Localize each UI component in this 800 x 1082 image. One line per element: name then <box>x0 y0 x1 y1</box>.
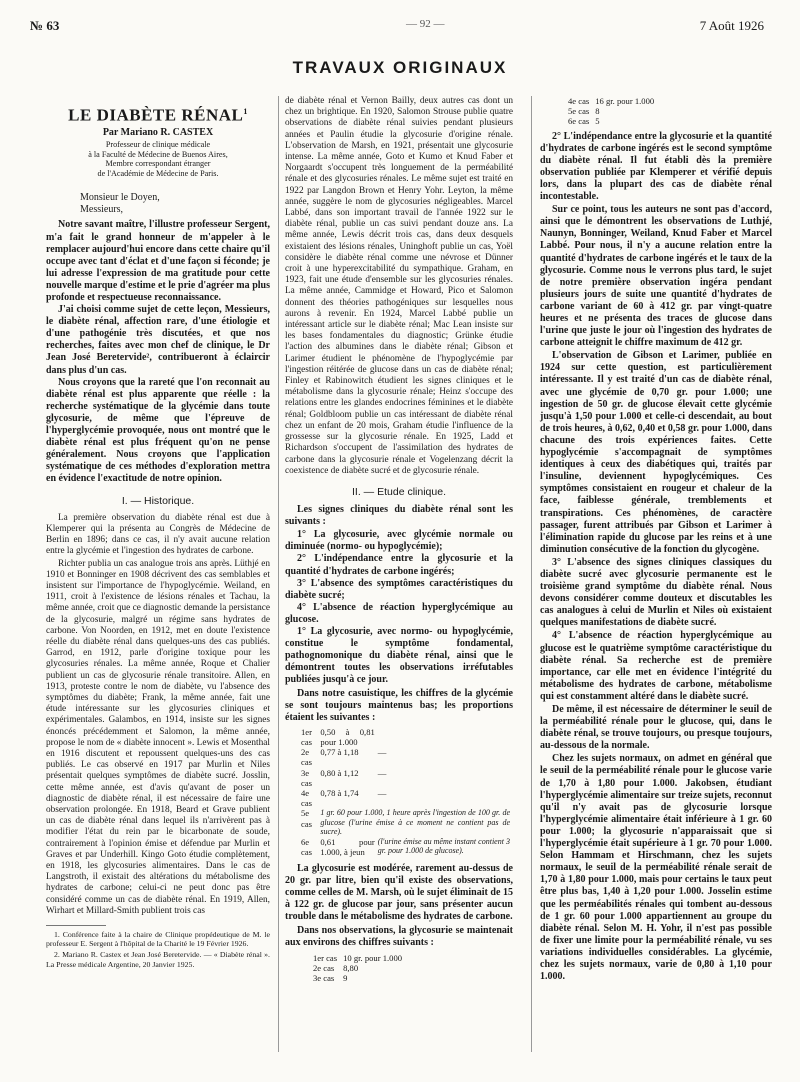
paragraph: de diabète rénal et Vernon Bailly, deux autres cas dont un chez un brightique. En 1920, Salomon Strouse publie quatre observations de diabète rénal suivies pendant plusieurs années et Paulin étudie la glycosurie d'origine rénale. L'observation de Marsh, en 1921, présentait une glycosurie intense. La même année, Goto et Kumo et Knud Faber et Norgaardt s'occupent très longuement de la perméabilité rénale et des glycosuries rénales. Le même sujet est traité en 1922 par Langdon Brown et Henry Yohr. Leyton, la même année, suggère le nom de glycosuries négligeables. Marcel Labbé, dans son important travail de l'année 1922 sur le diabète rénal, publie un cas suivi pendant douze ans. La même année, Lewis décrit trois cas, dans deux desquels existaient des lésions rénales, Uninghoft publie un cas, Yoël considère le diabète rénal comme une névrose et Dünner croit à une hyperexcitabilité du sympathique. Graham, en 1923, fait une étude d'ensemble sur les glycosuries rénales. La même année, Cammidge et Howard, Pico et Salomon donnent des théories pathogéniques sur lesquelles nous aurons à revenir. En 1924, Marcel Labbé publie un intéressant article sur le diabète rénal; Mac Lean insiste sur les bases fondamentales du diagnostic; Grünke étudie l'action des albumines dans le diabète rénal; Gibson et Larimer étudient le phénomène de l'hypoglycémie par l'ingestion réitérée de glucose dans un cas de diabète rénal; Finley et Rabinowitch étudient les signes cliniques et le métabolisme dans la glycosurie rénale; Heinz s'occupe des relations entre les glandes endocrines féminines et le diabète rénal; Goldbloom publie un cas intéressant de diabète rénal chez un enfant de 20 mois, Graham étudie l'influence de la grossesse sur la glycosurie rénale. En 1925, Ladd et Richardson s'occupent de l'assimilation des hydrates de carbone dans la glycosurie rénale et Vogelenzang décrit la coexistence de diabète sucré et de glycosurie rénale. <box>285 96 513 476</box>
table-row: 4e cas 0,78 à 1,74 — <box>301 788 387 809</box>
table-row: 5e cas 1 gr. 60 pour 1.000, 1 heure après l'ingestion de 100 gr. de glucose (l'urine émise à ce moment ne contient pas de sucre). <box>301 808 510 837</box>
list-item: 1° La glycosurie, avec glycémie normale ou diminuée (normo- ou hypoglycémie); <box>285 529 513 553</box>
column-3 <box>540 96 772 984</box>
table-row: 1er cas 0,50 à 0,81 pour 1.000 <box>301 726 375 747</box>
section-title: TRAVAUX ORIGINAUX <box>292 58 508 77</box>
table-row: 6e cas 5 <box>568 116 600 127</box>
paragraph: 3° L'absence des signes cliniques classiques du diabète sucré avec glycosurie permanente est le troisième grand symptôme du diabète rénal. Nous devons considérer comme douteux et discutables les cas analogues à celui de Murlin et Niles où existaient quelques manifestations de diabète sucré. <box>540 556 772 629</box>
introduction: Notre savant maître, l'illustre professeur Sergent, m'a fait le grand honneur de m'appeler à le remplacer aujourd'hui encore dans cette chaire qu'il occupe avec tant d'éclat et d'une façon si féconde; je lui adresse l'expression de ma gratitude pour cette nouvelle marque d'estime et le prie d'agréer ma plus profonde et respectueuse reconnaissance. J'ai choisi comme sujet de cette leçon, Messieurs, le diabète rénal, affection rare, d'une étiologie et d'une pathogénie très discutées, et que nos recherches, faites avec mon chef de clinique, le Dr Jean José Beretervide², contribueront à éclaircir dans plus d'un cas. Nous croyons que la rareté que l'on reconnait au diabète rénal est plus apparente que réelle : la recherche systématique de la glycémie dans toute glycosurie, de même que l'épreuve de l'hyperglycémie provoquée, nous ont montré que le diabète rénal est plus fréquent qu'on ne pense généralement. Nous croyons que l'application systématique de ces méthodes d'exploration mettra en évidence l'exactitude de notre opinion. <box>46 219 270 485</box>
table-row: 3e cas 0,80 à 1,12 — <box>301 767 387 788</box>
column-divider <box>531 96 532 1052</box>
paragraph: L'observation de Gibson et Larimer, publiée en 1924 sur cette question, est particulièrement intéressante. Il y est traité d'un cas de diabète rénal, avec une glycémie de 0,70 gr. pour 1.000; une ingestion de 50 gr. de glucose élevait cette glycémie jusqu'à 1,50 pour 1.000 et celle-ci descendait, au bout de trois heures, à 0,62, 0,40 et 0,58 gr. pour 1.000, dans chacune des trois expériences faites. Cette hypoglycémie s'accompagnait de symptômes identiques à ceux des diabétiques qui, traités par l'insuline, deviennent hypoglycémiques. Ces symptômes consistaient en rougeur et chaleur de la face, faiblesse générale, tremblements et transpirations. Ces phénomènes, de caractère passager, furent attribués par Gibson et Larimer à l'élimination rapide du glucose par les reins et à une diminution consécutive de la fonction du glycogène. <box>540 350 772 555</box>
paragraph: 4° L'absence de réaction hyperglycémique au glucose est le quatrième symptôme caractéristique du diabète rénal. Sa recherche est de première importance, car elle met en évidence l'intégrité du métabolisme des hydrates de carbone, métabolisme qui est constamment altéré dans le diabète sucré. <box>540 630 772 702</box>
paragraph: Chez les sujets normaux, on admet en général que le seuil de la perméabilité rénale pour le glucose varie de 1,70 à 1,80 pour 1.000. Jakobsen, étudiant l'hyperglycémie alimentaire sur treize sujets, reconnut qu'il n'y avait pas de glycosurie lorsque l'hyperglycémie alimentaire était inférieure à 1 gr. 60 pour 1.000; la glycosurie n'apparaissait que si l'hyperglycémie était supérieure à 1 gr. 70 pour 1.000. Selon Hammam et Hirschmann, chez les sujets normaux, le seuil de la perméabilité rénale serait de 1,70 à 1,80 pour 1.000, mais pour certains le taux peut être plus bas, 1,40 à 1,20 pour 1.000. Josselin estime que les perméabilités rénales qui tombent au-dessous de 1 gr. 60 pour 1.000 appartiennent au groupe du diabète rénal. Selon M. H. Yohr, il n'est pas possible de fixer une limite pour la perméabilité rénale, vu ses variations individuelles considérables. La glycémie, chez les sujets normaux, varie de 0,80 à 1,10 pour 1.000. <box>540 753 772 983</box>
issue-number: № 63 <box>30 18 60 33</box>
glycosuria-table-a <box>313 953 408 984</box>
paragraph: Dans nos observations, la glycosurie se maintenait aux environs des chiffres suivants : <box>285 924 513 948</box>
column-2 <box>285 96 513 987</box>
page-header <box>22 18 778 38</box>
issue-date: 7 Août 1926 <box>699 18 764 33</box>
affiliation: Professeur de clinique médicale à la Faculté de Médecine de Buenos Aires, Membre correspondant étranger de l'Académie de Médecine de Paris. <box>88 140 228 178</box>
paragraph: Sur ce point, tous les auteurs ne sont pas d'accord, ainsi que le démontrent les observations de Luthjé, Naunyn, Bonninger, Weiland, Knud Faber et Marcel Labbé. Pour nous, il n'y a aucune relation entre la quantité d'hydrates de carbone ingérés et le taux de la glycosurie. Comme nous le verrons plus tard, le sujet de notre première observation ingéra pendant plusieurs jours de suite une quantité d'hydrates de carbone variant de 60 à 412 gr. par vingt-quatre heures et ne présenta des traces de glucose dans l'urine que juste le jour où l'ingestion des hydrates de carbone atteignit le chiffre maximum de 412 gr. <box>540 204 772 349</box>
list-item: 3° L'absence des symptômes caractéristiques du diabète sucré; <box>285 577 513 601</box>
paragraph: Richter publia un cas analogue trois ans après. Lüthjé en 1910 et Bonninger en 1908 décrivent des cas semblables et insistent sur l'importance de l'hypoglycémie. Weiland, en 1911, croit à l'existence de lésions rénales et Tachau, la même année, croit que ce diagnostic demande la persistance de la glycosurie, malgré un régime sans hydrates de carbone. Von Noorden, en 1912, met en doute l'existence réelle du diabète rénal dans quelques-uns des cas publiés. Garrod, en 1912, parle d'origine toxique pour les glycosuries rénales. La même année, Roque et Chalier publient un cas de glycosurie rénale transitoire. Allen, en 1913, proteste contre le nom de diabète, vu l'absence des symptômes du diabète; Frank, la même année, fait une étude intéressante sur les glycosuries cliniques et expérimentales. Galambos, en 1914, insiste sur les signes énoncés précédemment et Salomon, la même année, propose le nom de « diabète innocent ». Lewis et Mosenthal en 1916 discutent et repoussent quelques-uns des cas publiés. Le cas observé en 1917 par Murlin et Niles présentait quelques symptômes de diabète sucré. Josslin, cette même année, est d'avis qu'avant de poser un diagnostic de diabète rénal, il est nécessaire de faire une observation prolongée. En 1918, Beard et Grave publient un cas de diabète rénal dans lequel ils n'arrivèrent pas à modifier l'état du rein par le bicarbonate de soude, contrairement à l'opinion émise et défendue par Murlin et Graves et par Underhill. Kingo Goto étudie complètement, en 1918, les glycosuries alimentaires. Dans le cas de Langstroth, il existait des altérations du métabolisme des hydrates de carbone; celui-ci ne peut donc pas être considéré comme un cas de diabète rénal. En 1919, Allen, Wirhart et Millard-Smith publient trois cas <box>46 558 270 916</box>
table-row: 5e cas 8 <box>568 106 600 117</box>
table-row: 3e cas 9 <box>313 973 348 984</box>
byline: Par Mariano R. CASTEX <box>102 126 214 138</box>
column-1 <box>46 96 270 971</box>
paragraph: La première observation du diabète rénal est due à Klemperer qui la présenta au Congrès de Médecine de Berlin en 1896; dans ce cas, il n'y avait aucune relation entre la glycémie et l'ingestion des hydrates de carbone. <box>46 512 270 557</box>
article-title: LE DIABÈTE RÉNAL$^1$ <box>68 105 248 125</box>
list-item: 2° L'indépendance entre la glycosurie et la quantité d'hydrates de carbone ingérés; <box>285 553 513 577</box>
paragraph: Dans notre casuistique, les chiffres de la glycémie se sont toujours maintenus bas; les proportions étaient les suivantes : <box>285 687 513 723</box>
table-row: 4e cas 16 gr. pour 1.000 <box>568 96 655 106</box>
table-row: 1er cas 10 gr. pour 1.000 <box>313 952 403 963</box>
clinical-signs-list <box>285 529 513 626</box>
paragraph: 1° La glycosurie, avec normo- ou hypoglycémie, constitue le symptôme fondamental, pathognomonique du diabète rénal, ainsi que le démontrent toutes les observations irréfutables publiées jusqu'à ce jour. <box>285 626 513 686</box>
footnote-rule <box>46 925 106 926</box>
footnote: 2. Mariano R. Castex et Jean José Beretervide. — « Diabète rénal ». La Presse médicale Argentine, 20 Janvier 1925. <box>46 950 270 969</box>
column-divider <box>278 96 279 1052</box>
footnote: 1. Conférence faite à la chaire de Clinique propédeutique de M. le professeur E. Sergent à l'hôpital de la Charité le 19 Février 1926. <box>46 930 270 949</box>
table-row: 2e cas 8,80 <box>313 962 359 973</box>
glycemia-table <box>301 727 513 857</box>
table-row: 2e cas 0,77 à 1,18 — <box>301 747 387 768</box>
section-heading-historique: I. — Historique. <box>121 494 195 507</box>
paragraph: De même, il est nécessaire de déterminer le seuil de la perméabilité rénale pour le glucose, qui, dans le diabète rénal, se trouve toujours, ou presque toujours, au-dessous de la normale. <box>540 704 772 752</box>
page-folio: — 92 — <box>406 18 445 30</box>
section-heading-etude-clinique: II. — Etude clinique. <box>352 485 446 498</box>
table-row: 6e cas 0,61 pour 1.000, à jeun (l'urine émise au même instant contient 3 gr. pour 1.000 de glucose). <box>301 836 510 857</box>
paragraph: La glycosurie est modérée, rarement au-dessus de 20 gr. par litre, bien qu'il existe des observations, comme celles de M. Marsh, où le sujet éliminait de 15 à 122 gr. de glucose par jour, sans présenter aucun trouble dans le métabolisme des hydrates de carbone. <box>285 863 513 923</box>
paragraph: 2° L'indépendance entre la glycosurie et la quantité d'hydrates de carbone ingérés est le second symptôme du diabète rénal. Il fut établi dès la première observation publiée par Klemperer et vérifié depuis lors, dans la plupart des cas de diabète rénal incontestable. <box>540 130 772 203</box>
glycosuria-table-b <box>568 96 660 127</box>
paragraph: Les signes cliniques du diabète rénal sont les suivants : <box>285 504 513 528</box>
salutation: Monsieur le Doyen, Messieurs, <box>80 192 160 216</box>
list-item: 4° L'absence de réaction hyperglycémique au glucose. <box>285 601 513 625</box>
